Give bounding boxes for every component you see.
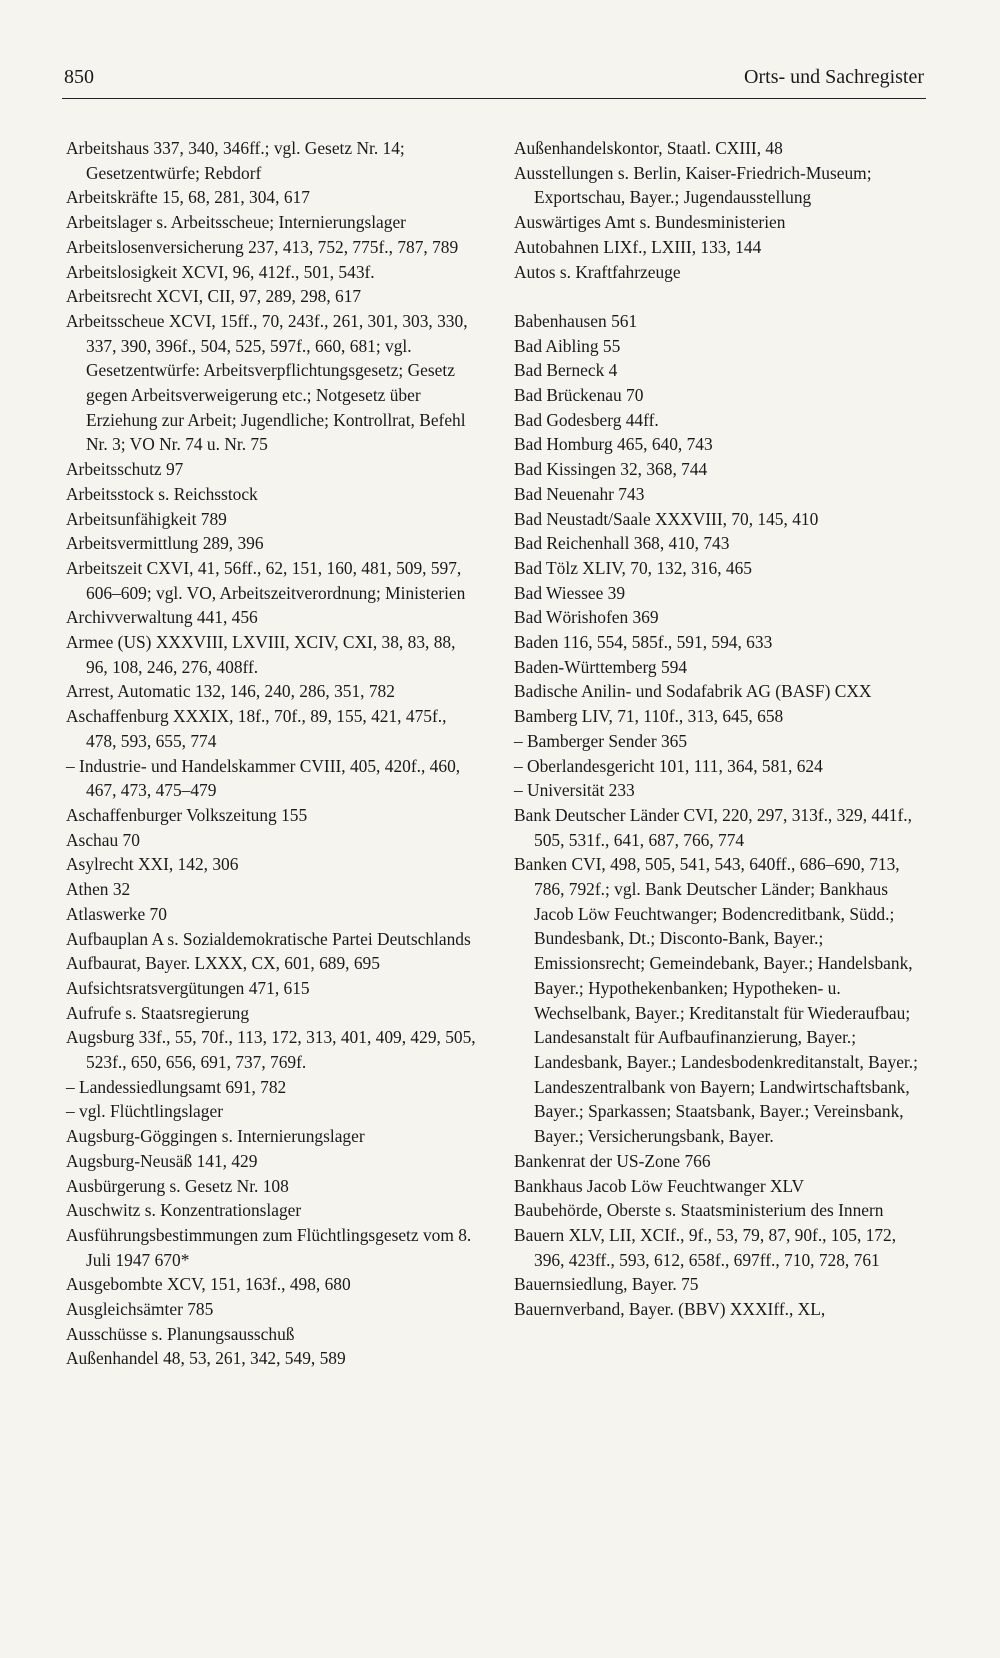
index-entry: – Industrie- und Handelskammer CVIII, 405, 420f., 460, 467, 473, 475–479: [66, 755, 461, 801]
index-entry: Außenhandelskontor, Staatl. CXIII, 48: [514, 138, 783, 158]
index-entry: Bad Berneck 4: [514, 360, 618, 381]
index-entry: Badische Anilin- und Sodafabrik AG (BASF) CXX: [514, 681, 872, 702]
index-entry: Bad Kissingen 32, 368, 744: [514, 459, 708, 480]
index-entry: Ausführungsbestimmungen zum Flüchtlingsgesetz vom 8. Juli 1947 670*: [66, 1224, 472, 1270]
index-entry: Aufrufe s. Staatsregierung: [66, 1002, 250, 1023]
index-entry: Bauernsiedlung, Bayer. 75: [514, 1274, 699, 1295]
index-entry: – Universität 233: [514, 780, 635, 801]
index-entry: Arbeitslosigkeit XCVI, 96, 412f., 501, 543f.: [66, 261, 375, 282]
index-entry: Augsburg-Neusäß 141, 429: [66, 1150, 258, 1171]
index-entry: Arbeitsunfähigkeit 789: [66, 508, 227, 529]
index-entry: Auschwitz s. Konzentrationslager: [66, 1200, 302, 1221]
index-entry: – Bamberger Sender 365: [514, 730, 688, 751]
page-number: 850: [64, 66, 94, 88]
index-entry: Ausstellungen s. Berlin, Kaiser-Friedrich-Museum; Exportschau, Bayer.; Jugendausstellung: [514, 162, 872, 208]
index-entry: Arbeitsschutz 97: [66, 459, 184, 480]
index-entry: Bad Homburg 465, 640, 743: [514, 434, 713, 455]
index-entry: Bad Godesberg 44ff.: [514, 409, 659, 430]
index-entry: Bad Aibling 55: [514, 335, 621, 356]
index-entry: Arbeitshaus 337, 340, 346ff.; vgl. Gesetz Nr. 14; Gesetzentwürfe; Rebdorf: [66, 138, 405, 183]
index-entry: Bankhaus Jacob Löw Feuchtwanger XLV: [514, 1175, 805, 1196]
index-entry: Arbeitslosenversicherung 237, 413, 752, 775f., 787, 789: [66, 236, 459, 257]
index-entry: Ausgebombte XCV, 151, 163f., 498, 680: [66, 1274, 351, 1295]
index-entry: Ausbürgerung s. Gesetz Nr. 108: [66, 1175, 289, 1196]
index-entry: Bamberg LIV, 71, 110f., 313, 645, 658: [514, 706, 784, 727]
index-entry: Armee (US) XXXVIII, LXVIII, XCIV, CXI, 38, 83, 88, 96, 108, 246, 276, 408ff.: [66, 632, 456, 677]
index-entry: – Landessiedlungsamt 691, 782: [66, 1076, 287, 1097]
index-entry: Aschaffenburg XXXIX, 18f., 70f., 89, 155, 421, 475f., 478, 593, 655, 774: [66, 706, 447, 751]
index-entry: Arbeitskräfte 15, 68, 281, 304, 617: [66, 187, 310, 208]
page-header: [62, 62, 926, 99]
index-entry: Augsburg-Göggingen s. Internierungslager: [66, 1126, 365, 1147]
index-entry: Arbeitsstock s. Reichsstock: [66, 483, 258, 504]
index-entry: Bad Neustadt/Saale XXXVIII, 70, 145, 410: [514, 508, 819, 529]
index-entry: Bankenrat der US-Zone 766: [514, 1150, 711, 1171]
index-entry: Bauern XLV, LII, XCIf., 9f., 53, 79, 87, 90f., 105, 172, 396, 423ff., 593, 612, 658f., 697ff., 710, 728, 761: [514, 1224, 897, 1270]
index-entry: Autobahnen LIXf., LXIII, 133, 144: [514, 236, 762, 257]
index-entry: Athen 32: [66, 879, 131, 900]
index-entry: Bad Reichenhall 368, 410, 743: [514, 533, 730, 554]
index-entry: Babenhausen 561: [514, 310, 638, 331]
index-group-au: [514, 136, 926, 284]
index-entry: Arrest, Automatic 132, 146, 240, 286, 351, 782: [66, 681, 395, 702]
index-entry: Asylrecht XXI, 142, 306: [66, 854, 239, 875]
index-entry: Bad Wiessee 39: [514, 582, 626, 603]
index-entry: Autos s. Kraftfahrzeuge: [514, 261, 681, 282]
index-group-b: [514, 309, 926, 1322]
index-entry: Atlaswerke 70: [66, 903, 167, 924]
index-entry: Bauernverband, Bayer. (BBV) XXXIff., XL,: [514, 1299, 826, 1320]
index-column-right: [514, 136, 926, 1322]
index-entry: Ausgleichsämter 785: [66, 1299, 214, 1320]
index-entry: Bad Neuenahr 743: [514, 483, 645, 504]
index-entry: Auswärtiges Amt s. Bundesministerien: [514, 212, 786, 233]
index-entry: Baden-Württemberg 594: [514, 656, 688, 677]
index-entry: Augsburg 33f., 55, 70f., 113, 172, 313, 401, 409, 429, 505, 523f., 650, 656, 691, 737, 769f.: [66, 1027, 476, 1073]
index-entry: Bad Brückenau 70: [514, 385, 644, 406]
index-entry: Aufsichtsratsvergütungen 471, 615: [66, 977, 310, 998]
index-entry: Aufbauplan A s. Sozialdemokratische Partei Deutschlands: [66, 928, 471, 949]
index-entry: Bad Wörishofen 369: [514, 607, 659, 628]
index-entry: Aufbaurat, Bayer. LXXX, CX, 601, 689, 695: [66, 953, 380, 974]
index-entry: Aschaffenburger Volkszeitung 155: [66, 804, 308, 825]
index-entry: Arbeitsrecht XCVI, CII, 97, 289, 298, 617: [66, 286, 362, 307]
index-entry: Arbeitslager s. Arbeitsscheue; Internierungslager: [66, 212, 406, 233]
index-entry: Banken CVI, 498, 505, 541, 543, 640ff., 686–690, 713, 786, 792f.; vgl. Bank Deutscher Länder; Bankhaus Jacob Löw Feuchtwanger; Bodencreditbank, Südd.; Bundesbank, Dt.; Disconto-Bank, Bayer.; Emissionsrecht; Gemeindebank, Bayer.; Handelsbank, Bayer.; Hypothekenbanken; Hypotheken- u. Wechselbank, Bayer.; Kreditanstalt für Wiederaufbau; Landesanstalt für Aufbaufinanzierung, Bayer.; Landesbank, Bayer.; Landesbodenkreditanstalt, Bayer.; Landeszentralbank von Bayern; Landwirtschaftsbank, Bayer.; Sparkassen; Staatsbank, Bayer.; Vereinsbank, Bayer.; Versicherungsbank, Bayer.: [514, 854, 918, 1147]
letter-group-gap: [514, 284, 926, 309]
index-entry: Arbeitszeit CXVI, 41, 56ff., 62, 151, 160, 481, 509, 597, 606–609; vgl. VO, Arbeitszeitverordnung; Ministerien: [66, 557, 466, 603]
index-entry: Baubehörde, Oberste s. Staatsministerium des Innern: [514, 1200, 884, 1221]
index-entry: Aschau 70: [66, 829, 140, 850]
index-entry: Arbeitsscheue XCVI, 15ff., 70, 243f., 261, 301, 303, 330, 337, 390, 396f., 504, 525, 597f., 660, 681; vgl. Gesetzentwürfe: Arbeitsverpflichtungsgesetz; Gesetz gegen Arbeitsverweigerung etc.; Notgesetz über Erziehung zur Arbeit; Jugendliche; Kontrollrat, Befehl Nr. 3; VO Nr. 74 u. Nr. 75: [66, 310, 468, 455]
index-entry: Archivverwaltung 441, 456: [66, 607, 258, 628]
index-entry: – Oberlandesgericht 101, 111, 364, 581, 624: [514, 755, 823, 776]
index-entry: – vgl. Flüchtlingslager: [66, 1101, 223, 1122]
index-entry: Arbeitsvermittlung 289, 396: [66, 533, 264, 554]
index-entry: Bad Tölz XLIV, 70, 132, 316, 465: [514, 557, 752, 578]
index-column-left: [66, 136, 476, 1371]
index-entry: Baden 116, 554, 585f., 591, 594, 633: [514, 632, 773, 653]
index-entry: Bank Deutscher Länder CVI, 220, 297, 313f., 329, 441f., 505, 531f., 641, 687, 766, 774: [514, 804, 912, 850]
index-entry: Außenhandel 48, 53, 261, 342, 549, 589: [66, 1348, 346, 1369]
running-title: Orts- und Sachregister: [744, 66, 924, 88]
index-entry: Ausschüsse s. Planungsausschuß: [66, 1323, 295, 1344]
